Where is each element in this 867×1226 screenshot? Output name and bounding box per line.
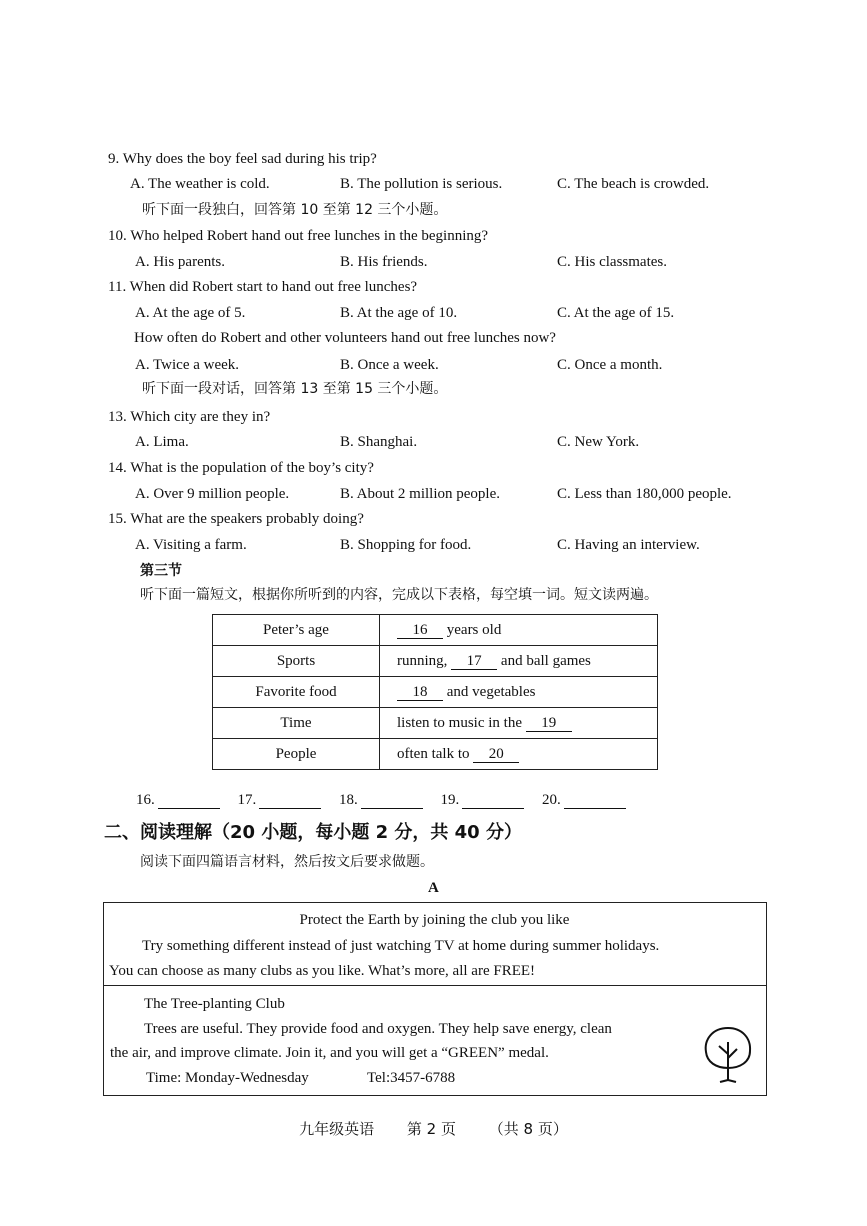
q10-option-a: A. His parents.: [135, 254, 225, 270]
q9-option-a: A. The weather is cold.: [130, 176, 270, 192]
table-key: Sports: [213, 646, 380, 677]
q13-option-b: B. Shanghai.: [340, 434, 418, 450]
q12-option-a: A. Twice a week.: [135, 357, 240, 373]
section3-description: 听下面一篇短文，根据你所听到的内容，完成以下表格，每空填一词。短文读两遍。: [140, 587, 658, 603]
answer-number: 19.: [440, 792, 460, 808]
q11-option-c: C. At the age of 15.: [557, 305, 675, 321]
club-name: The Tree-planting Club: [144, 996, 285, 1012]
q13-option-c: C. New York.: [557, 434, 640, 450]
monologue-instruction: 听下面一段独白，回答第 10 至第 12 三个小题。: [142, 202, 448, 218]
table-value-suffix: and vegetables: [446, 683, 536, 700]
table-value-suffix: and ball games: [500, 652, 591, 669]
q13-option-a: A. Lima.: [135, 434, 189, 450]
answer-number: 20.: [542, 792, 561, 808]
answer-number: 18.: [339, 792, 358, 808]
q12-option-c: C. Once a month.: [557, 357, 663, 373]
question-12: How often do Robert and other volunteers hand out free lunches now?: [134, 330, 556, 346]
club-desc-line1: Trees are useful. They provide food and oxygen. They help save energy, clean: [144, 1021, 612, 1037]
answer-19[interactable]: [441, 792, 525, 809]
club-time: Time: Monday-Wednesday: [146, 1070, 309, 1086]
question-13: 13. Which city are they in?: [108, 409, 271, 425]
answer-line: [462, 794, 524, 809]
footer-total: （共 8 页）: [488, 1120, 568, 1138]
table-value: [380, 646, 658, 677]
table-value-prefix: listen to music in the: [397, 714, 522, 731]
q9-option-b: B. The pollution is serious.: [340, 176, 503, 192]
table-value: [380, 677, 658, 708]
table-row: [213, 708, 658, 739]
club-box: [103, 986, 767, 1096]
table-value-prefix: running,: [397, 652, 448, 669]
table-value: [380, 708, 658, 739]
passage-title: Protect the Earth by joining the club you like: [299, 912, 570, 928]
q10-option-c: C. His classmates.: [557, 254, 667, 270]
answer-number: 16.: [136, 792, 155, 808]
table-key: Peter’s age: [213, 615, 380, 646]
table-row: [213, 677, 658, 708]
answer-20[interactable]: [542, 792, 626, 809]
q14-option-c: C. Less than 180,000 people.: [557, 486, 732, 502]
blank-18: 18: [397, 684, 443, 701]
table-key: People: [213, 739, 380, 770]
answer-line: [361, 794, 423, 809]
q11-option-a: A. At the age of 5.: [135, 305, 246, 321]
passage-intro-line2: You can choose as many clubs as you like. What’s more, all are FREE!: [109, 963, 536, 979]
passage-label: A: [428, 880, 439, 896]
passage-intro-line1: Try something different instead of just watching TV at home during summer holidays.: [142, 938, 660, 954]
club-tel: Tel:3457-6788: [367, 1070, 456, 1086]
page-footer: [0, 1118, 867, 1139]
answer-18[interactable]: [339, 792, 423, 809]
tree-icon: [700, 1024, 756, 1084]
table-row: [213, 739, 658, 770]
answer-line: [158, 794, 220, 809]
question-10: 10. Who helped Robert hand out free lunches in the beginning?: [108, 228, 489, 244]
q14-option-b: B. About 2 million people.: [340, 486, 500, 502]
club-desc-line2: the air, and improve climate. Join it, and you will get a “GREEN” medal.: [110, 1045, 549, 1061]
blank-20: 20: [473, 746, 519, 763]
q10-option-b: B. His friends.: [340, 254, 428, 270]
q15-option-a: A. Visiting a farm.: [135, 537, 247, 553]
q12-option-b: B. Once a week.: [340, 357, 439, 373]
table-row: [213, 646, 658, 677]
part2-description: 阅读下面四篇语言材料，然后按文后要求做题。: [140, 854, 434, 870]
answer-16[interactable]: [136, 792, 220, 809]
listening-table: [212, 614, 658, 770]
q14-option-a: A. Over 9 million people.: [135, 486, 290, 502]
footer-subject: 九年级英语: [299, 1120, 375, 1138]
blank-16: 16: [397, 622, 443, 639]
table-value: [380, 739, 658, 770]
q11-option-b: B. At the age of 10.: [340, 305, 458, 321]
blank-19: 19: [526, 715, 572, 732]
table-value-suffix: years old: [446, 621, 502, 638]
question-15: 15. What are the speakers probably doing?: [108, 511, 364, 527]
section3-title: 第三节: [140, 563, 182, 579]
answer-number: 17.: [237, 792, 257, 808]
answer-line: [564, 794, 626, 809]
footer-page: 第 2 页: [406, 1120, 456, 1138]
answer-17[interactable]: [238, 792, 322, 809]
answer-blanks: [136, 792, 640, 809]
q15-option-c: C. Having an interview.: [557, 537, 700, 553]
table-row: [213, 615, 658, 646]
question-9: 9. Why does the boy feel sad during his trip?: [108, 151, 377, 167]
table-key: Time: [213, 708, 380, 739]
table-value-prefix: often talk to: [397, 745, 470, 762]
q15-option-b: B. Shopping for food.: [340, 537, 472, 553]
blank-17: 17: [451, 653, 497, 670]
question-11: 11. When did Robert start to hand out free lunches?: [108, 279, 418, 295]
answer-line: [259, 794, 321, 809]
table-value: [380, 615, 658, 646]
passage-intro-box: [103, 902, 767, 986]
part2-heading: 二、阅读理解（20 小题，每小题 2 分，共 40 分）: [104, 822, 522, 843]
dialogue-instruction: 听下面一段对话，回答第 13 至第 15 三个小题。: [142, 381, 448, 397]
q9-option-c: C. The beach is crowded.: [557, 176, 710, 192]
table-key: Favorite food: [213, 677, 380, 708]
question-14: 14. What is the population of the boy’s city?: [108, 460, 374, 476]
